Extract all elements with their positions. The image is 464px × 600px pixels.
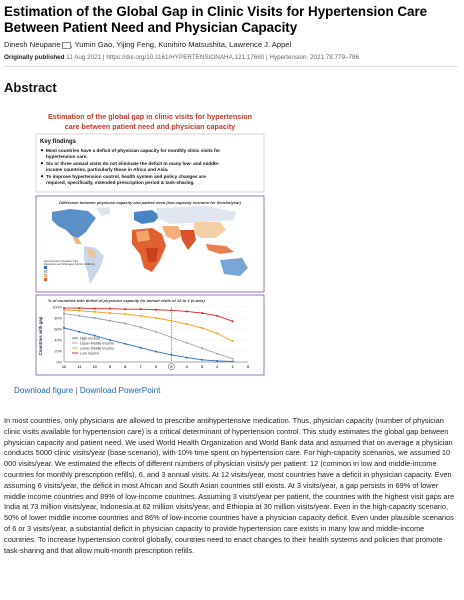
abstract-heading: Abstract: [4, 80, 57, 95]
legend-label: Upper Middle Income: [80, 341, 115, 346]
legend-label: High income: [80, 336, 100, 341]
series-point-2: [109, 312, 111, 314]
x-tick-label: 0: [246, 365, 250, 369]
publication-info: [4, 54, 359, 61]
x-tick-label: 1: [231, 365, 234, 369]
series-point-2: [186, 323, 188, 325]
legend-label: Low Income: [80, 351, 100, 356]
x-tick-label: 9: [108, 365, 112, 369]
series-point-0: [216, 360, 218, 362]
x-tick-label: 3: [200, 365, 204, 369]
series-point-0: [232, 361, 234, 363]
series-point-3: [124, 308, 126, 310]
series-point-3: [94, 308, 96, 310]
series-point-0: [63, 327, 65, 329]
finding-2a: Six or three annual visits do not eliminate the deficit in many low- and middle-: [46, 161, 220, 166]
email-icon[interactable]: [62, 42, 71, 49]
article-title: Estimation of the Global Gap in Clinic Visits for Hypertension Care Between Patient Need and Physician Capacity: [4, 4, 428, 35]
series-point-3: [186, 311, 188, 313]
x-tick-label: 11: [77, 365, 82, 369]
series-point-1: [201, 347, 203, 349]
map-legend-swatch: [44, 278, 47, 281]
series-point-1: [109, 320, 111, 322]
x-tick-label: 2: [216, 365, 219, 369]
x-tick-label: 4: [185, 365, 188, 369]
author-link-neupane[interactable]: Dinesh Neupane: [4, 40, 61, 49]
series-point-2: [201, 327, 203, 329]
finding-2b: income countries, particularly those in Africa and Asia.: [46, 167, 169, 172]
bullet-dot: [41, 149, 43, 151]
map-legend-title: Hypertension Outpatient Care: [44, 260, 79, 263]
y-tick-label: 40%: [54, 338, 62, 343]
x-tick-label: 6: [154, 365, 158, 369]
series-point-1: [216, 353, 218, 355]
series-point-1: [94, 317, 96, 319]
chart-ylabel: Countries with gap: [38, 316, 43, 356]
download-figure-link[interactable]: Download figure: [14, 386, 74, 395]
published-label: Originally published: [4, 54, 65, 61]
other-authors[interactable]: , Yumin Gao, Yijing Feng, Kunihiro Matsushita, Lawrence J. Appel: [70, 40, 292, 49]
map-legend-subtitle: Resources and Shortages (Visits in Millions): [44, 263, 95, 266]
map-legend-swatch: [44, 266, 47, 269]
graphical-abstract[interactable]: [30, 108, 270, 376]
finding-3b: required, specifically, extended prescription period & task-sharing.: [46, 180, 195, 185]
x-tick-label: 10: [92, 365, 97, 369]
series-point-0: [124, 343, 126, 345]
series-point-2: [216, 333, 218, 335]
finding-1a: Most countries have a deficit of physician capacity for monthly clinic visits for: [46, 148, 221, 153]
x-tick-label: 12: [61, 365, 67, 369]
figure-links: [14, 386, 160, 395]
series-point-1: [124, 323, 126, 325]
series-point-3: [232, 320, 234, 322]
y-tick-label: 80%: [54, 316, 62, 321]
series-point-2: [124, 313, 126, 315]
series-point-3: [63, 307, 65, 309]
series-point-0: [186, 357, 188, 359]
series-point-2: [63, 309, 65, 311]
series-point-1: [78, 315, 80, 317]
finding-3a: To improve hypertension control, health system and policy changes are: [46, 174, 206, 179]
series-point-2: [140, 315, 142, 317]
series-point-0: [170, 354, 172, 356]
series-point-3: [201, 312, 203, 314]
y-tick-label: 100%: [52, 305, 62, 310]
series-point-1: [232, 358, 234, 360]
series-point-0: [140, 347, 142, 349]
bullet-dot: [41, 162, 43, 164]
series-point-3: [78, 307, 80, 309]
divider: [4, 66, 458, 67]
series-point-3: [140, 308, 142, 310]
legend-label: Lower Middle Income: [80, 346, 115, 351]
x-tick-label: 7: [139, 365, 142, 369]
series-point-1: [140, 326, 142, 328]
map-legend-swatch: [44, 274, 47, 277]
link-separator: |: [73, 386, 80, 395]
series-point-3: [155, 309, 157, 311]
series-point-0: [78, 331, 80, 333]
finding-1b: hypertension care.: [46, 154, 88, 159]
series-point-1: [155, 331, 157, 333]
series-point-1: [186, 342, 188, 344]
series-point-3: [109, 308, 111, 310]
ga-title-line1: Estimation of the global gap in clinic visits for hypertension: [47, 112, 253, 121]
y-tick-label: 60%: [54, 327, 62, 332]
series-point-3: [170, 309, 172, 311]
x-tick-label: 5: [170, 365, 173, 369]
publication-details[interactable]: 11 Aug 2021 | https://doi.org/10.1161/HYPERTENSIONAHA.121.17660 | Hypertension. 2021;78:779–786: [64, 54, 360, 61]
y-tick-label: 20%: [54, 349, 62, 354]
series-point-3: [216, 315, 218, 317]
y-tick-label: 0%: [56, 360, 62, 365]
series-point-2: [155, 317, 157, 319]
map-title: Difference between physician capacity and patient need (low-capacity scenario for 5/visits/year): [59, 200, 241, 205]
abstract-body: In most countries, only physicians are allowed to prescribe antihypertensive medication. Thus, physician capacity (number of physician clinic visits available for hypertension care) is a critical determinant of hypertension control. This study estimates the global gap between physician capacity and patient need. We used World Health Organization and World Bank data and assumed that on average a physician conducts 5000 clinic visits/year (base scenario), with 10% time spent on hypertension care. For high-capacity scenarios, we assumed 10 000 visits/year. We estimated the effects of different numbers of physician visits/y per patient: 12 (common in low and middle-income countries for monthly prescription refills), 6, and 3 annual visits. At 12 visits/year, most countries have a deficit in physician capacity. Even assuming 6 visits/year, the deficit in most African and South Asian countries still exists. At 3 visits/year, a gap persists in 69% of lower middle income countries and 89% of low-income countries. Assuming 3 visits/year per patient, the countries with the highest visit gaps are India at 73 million visits/year, Indonesia at 62 million visits/year, and Ethiopia at 30 million visits/year. Even in the high-capacity scenario, 50% of lower middle income countries and 86% of low-income countries have a physician capacity deficit. Even under plausible scenarios of 6 or 3 visits/year, a substantial deficit in physician capacity to provide hypertension care exists in many low and middle-income countries. To increase hypertension control globally, countries need to enact changes to their health systems and policies that promote task-sharing and that allow multi-month prescription refills.: [4, 416, 455, 555]
map-legend-swatch: [44, 270, 47, 273]
series-point-1: [170, 336, 172, 338]
download-powerpoint-link[interactable]: Download PowerPoint: [79, 386, 161, 395]
series-point-2: [78, 310, 80, 312]
series-point-2: [170, 320, 172, 322]
author-list: [4, 40, 291, 49]
series-point-2: [232, 340, 234, 342]
series-point-0: [201, 359, 203, 361]
bullet-dot: [41, 175, 43, 177]
chart-title: % of countries with deficit of physician capacity for annual visits of 12 to 1 (x-axis): [48, 298, 205, 303]
series-point-0: [155, 351, 157, 353]
ga-title-line2: care between patient need and physician capacity: [64, 122, 236, 131]
series-point-1: [63, 313, 65, 315]
x-tick-label: 8: [124, 365, 127, 369]
series-point-2: [94, 311, 96, 313]
key-findings-heading: Key findings: [40, 139, 77, 145]
